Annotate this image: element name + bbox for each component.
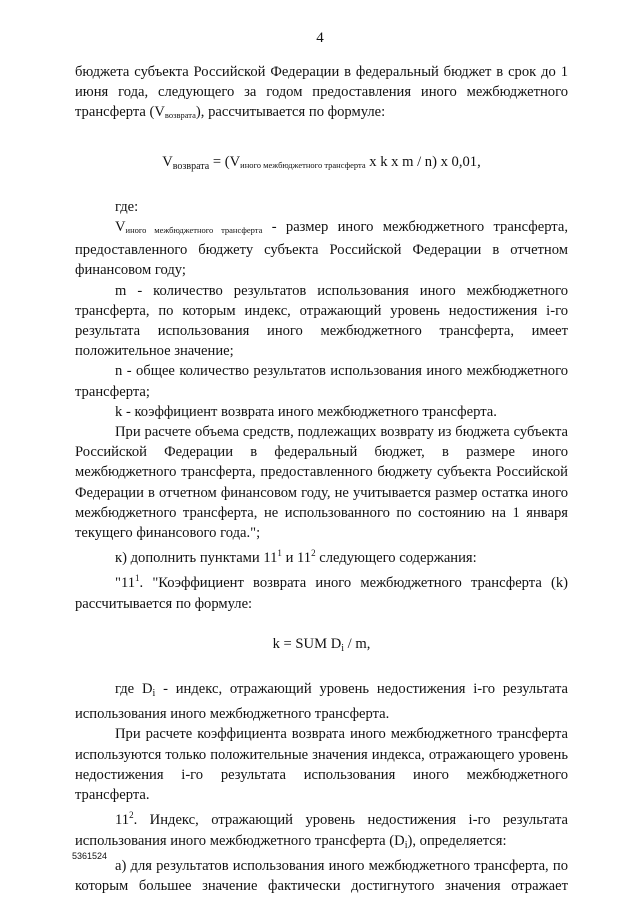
definition-di: где $D_i$ - индекс, отражающий уровень недостижения i-го результата использования иного межбюджетного трансферта. bbox=[75, 681, 568, 723]
document-code: 5361524 bbox=[72, 851, 108, 861]
formula-return-volume: $V_{возврата} = (V_{иного межбюджетного трансферта}$ x k x m / n) x 0,01, bbox=[162, 153, 481, 172]
definition-v: $V_{иного межбюджетного трансферта}$ - размер иного межбюджетного трансферта, предоставленного бюджету субъекта Российской Федерации в отчетном финансовом году; bbox=[75, 219, 568, 279]
document-body bbox=[75, 62, 568, 896]
paragraph-positive-values: При расчете коэффициента возврата иного межбюджетного трансферта используются только положительные значения индекса, отражающего уровень недостижения i-го результата использования иного межбюджетного трансферта. bbox=[75, 726, 568, 804]
paragraph-a: а) для результатов использования иного межбюджетного трансферта, по которым большее значение фактически достигнутого значения отражает bbox=[75, 857, 568, 894]
intro-text-end: ), рассчитывается по формуле: bbox=[195, 104, 386, 121]
paragraph-intro bbox=[75, 62, 568, 126]
definition-k: k - коэффициент возврата иного межбюджетного трансферта. bbox=[115, 403, 497, 420]
definition-m: m - количество результатов использования иного межбюджетного трансферта, по которым индекс, отражающий уровень недостижения i-го результата использования иного межбюджетного трансферта, имеет положительное значение; bbox=[75, 282, 568, 360]
intro-subscript: возврата bbox=[164, 110, 196, 121]
definition-n: n - общее количество результатов использования иного межбюджетного трансферта; bbox=[75, 363, 568, 400]
paragraph-11-2: $11^2$. Индекс, отражающий уровень недостижения i-го результата использования иного межбюджетного трансферта $(D_i)$, определяется: bbox=[75, 810, 568, 851]
where-label: где: bbox=[115, 198, 139, 215]
formula-coefficient: k = SUM $D_i$ / m, bbox=[272, 635, 371, 654]
intro-text: бюджета субъекта Российской Федерации в федеральный бюджет в срок до 1 июня года, следующего за годом предоставления иного межбюджетного трансферта (V bbox=[75, 64, 568, 121]
page-number: 4 bbox=[316, 30, 324, 46]
paragraph-calculation: При расчете объема средств, подлежащих возврату из бюджета субъекта Российской Федерации в федеральный бюджет, в размере иного межбюджетного трансферта, предоставленного бюджету субъекта Российской Федерации в отчетном финансовом году, не учитывается размер остатка иного межбюджетного трансферта, не использованного по состоянию на 1 января текущего финансового года."; bbox=[75, 424, 568, 542]
paragraph-add-items: к) дополнить пунктами $11^1$ и $11^2$ следующего содержания: bbox=[115, 548, 477, 567]
paragraph-11-1: "$11^1$. "Коэффициент возврата иного межбюджетного трансферта (k) рассчитывается по формуле: bbox=[75, 573, 568, 612]
